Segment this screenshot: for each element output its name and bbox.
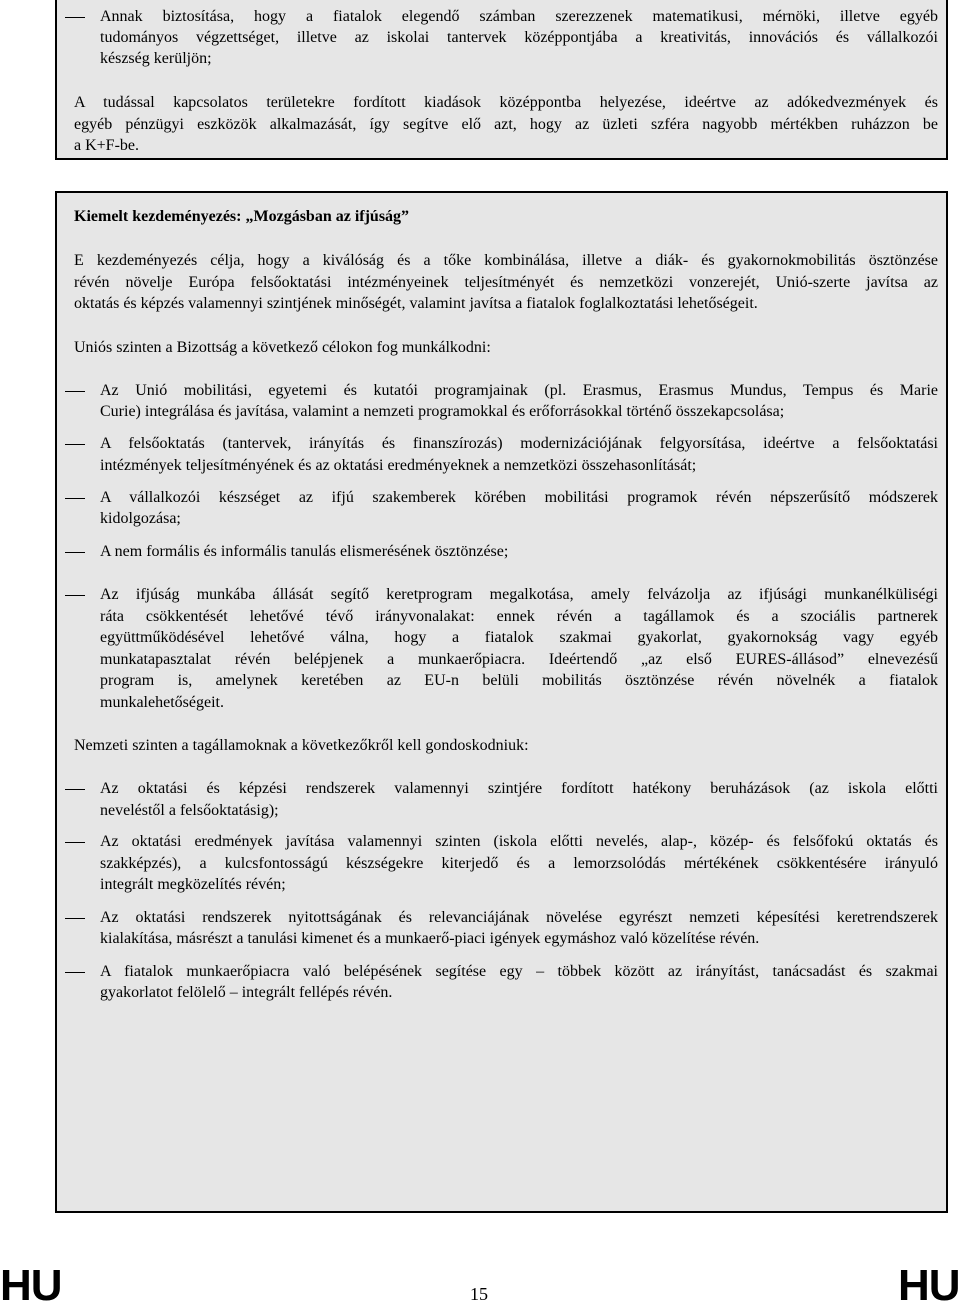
text-line: gyakorlatot felölelő – integrált fellépés révén.	[100, 984, 393, 1001]
text-line: intézmények teljesítményének és az oktatási eredményeknek a nemzetközi összehasonlítását;	[100, 457, 697, 474]
text-line: Az oktatási rendszerek nyitottságának és relevanciájának növelése egyrészt nemzeti képesítési keretrendszerek	[100, 909, 938, 926]
bullet-dash	[65, 842, 85, 843]
bullet-dash	[65, 498, 85, 499]
national-level-intro: Nemzeti szinten a tagállamoknak a következőkről kell gondoskodniuk:	[74, 737, 529, 754]
language-code-right: HU	[898, 1261, 960, 1310]
text-line: a K+F-be.	[74, 137, 140, 154]
text-line: Curie) integrálása és javítása, valamint a nemzeti programokkal és erőforrásokkal történő összekapcsolása;	[100, 403, 785, 420]
text-line: együttműködésével lehetővé válna, hogy a fiatalok szakmai gyakorlat, gyakornokság vagy egyéb	[100, 629, 938, 646]
text-line: oktatás és képzés valamennyi szintjének minőségét, valamint javítsa a fiatalok foglalkoztatási lehetőségeit.	[74, 295, 758, 312]
bullet-dash	[65, 789, 85, 790]
text-line: ráta csökkentését lehetővé tévő irányvonalakat: ennek révén a tagállamok és a szociális partnerek	[100, 608, 938, 625]
bullet-dash	[65, 918, 85, 919]
initiative-heading: Kiemelt kezdeményezés: „Mozgásban az ifjúság”	[74, 208, 410, 225]
language-code-left: HU	[0, 1261, 62, 1310]
bullet-dash	[65, 595, 85, 596]
text-line: Az ifjúság munkába állását segítő keretprogram megalkotása, amely felvázolja az ifjúsági munkanélküliségi	[100, 586, 938, 603]
text-line: A tudással kapcsolatos területekre fordított kiadások középpontba helyezése, ideértve az adókedvezmények és	[74, 94, 938, 111]
text-line: szakképzés), a kulcsfontosságú készségekre kiterjedő és a lemorzsolódás mértékének csökkentésére irányuló	[100, 855, 938, 872]
text-line: A felsőoktatás (tantervek, irányítás és finanszírozás) modernizációjának felgyorsítása, ideértve a felsőoktatási	[100, 435, 938, 452]
text-line: Az oktatási és képzési rendszerek valamennyi szintjére fordított hatékony beruházások (az iskola előtti	[100, 780, 938, 797]
text-line: munkatapasztalat révén belépjenek a munkaerőpiacra. Ideértendő „az első EURES-állásod” elnevezésű	[100, 651, 938, 668]
text-line: Annak biztosítása, hogy a fiatalok elegendő számban szerezzenek matematikusi, mérnöki, illetve egyéb	[100, 8, 938, 25]
text-line: A vállalkozói készséget az ifjú szakemberek körében mobilitási programok révén népszerűsítő módszerek	[100, 489, 938, 506]
bullet-dash	[65, 552, 85, 553]
text-line: neveléstől a felsőoktatásig);	[100, 802, 279, 819]
bullet-dash	[65, 17, 85, 18]
bullet-dash	[65, 391, 85, 392]
text-line: kialakítása, másrészt a tanulási kimenet és a munkaerő-piaci igények egymáshoz való közelítése révén.	[100, 930, 760, 947]
text-line: A nem formális és informális tanulás elismerésének ösztönzése;	[100, 543, 509, 560]
page-number: 15	[470, 1284, 488, 1304]
text-line: A fiatalok munkaerőpiacra való belépésének segítése egy – többek között az irányítást, tanácsadást és szakmai	[100, 963, 938, 980]
text-line: program is, amelynek keretében az EU-n belüli mobilitás ösztönzése révén növelnék a fiatalok	[100, 672, 938, 689]
bullet-dash	[65, 444, 85, 445]
text-line: integrált megközelítés révén;	[100, 876, 286, 893]
text-line: révén növelje Európa felsőoktatási intézményeinek teljesítményét és nemzetközi vonzerejét, Unió-szerte javítsa az	[74, 274, 938, 291]
text-line: kidolgozása;	[100, 510, 181, 527]
text-line: E kezdeményezés célja, hogy a kiválóság és a tőke kombinálása, illetve a diák- és gyakornokmobilitás ösztönzése	[74, 252, 938, 269]
text-line: Az Unió mobilitási, egyetemi és kutatói programjainak (pl. Erasmus, Erasmus Mundus, Tempus és Marie	[100, 382, 938, 399]
text-line: tudományos végzettséget, illetve az iskolai tantervek középpontjába a kreativitás, innovációs és vállalkozói	[100, 29, 938, 46]
text-line: egyéb pénzügyi eszközök alkalmazását, így segítve elő azt, hogy az üzleti szféra nagyobb mértékben ruházzon be	[74, 116, 938, 133]
bullet-dash	[65, 972, 85, 973]
text-line: munkalehetőségeit.	[100, 694, 224, 711]
text-line: készség kerüljön;	[100, 50, 212, 67]
text-line: Az oktatási eredmények javítása valamennyi szinten (iskola előtti nevelés, alap-, közép- és felsőfokú oktatás és	[100, 833, 938, 850]
union-level-intro: Uniós szinten a Bizottság a következő célokon fog munkálkodni:	[74, 339, 491, 356]
